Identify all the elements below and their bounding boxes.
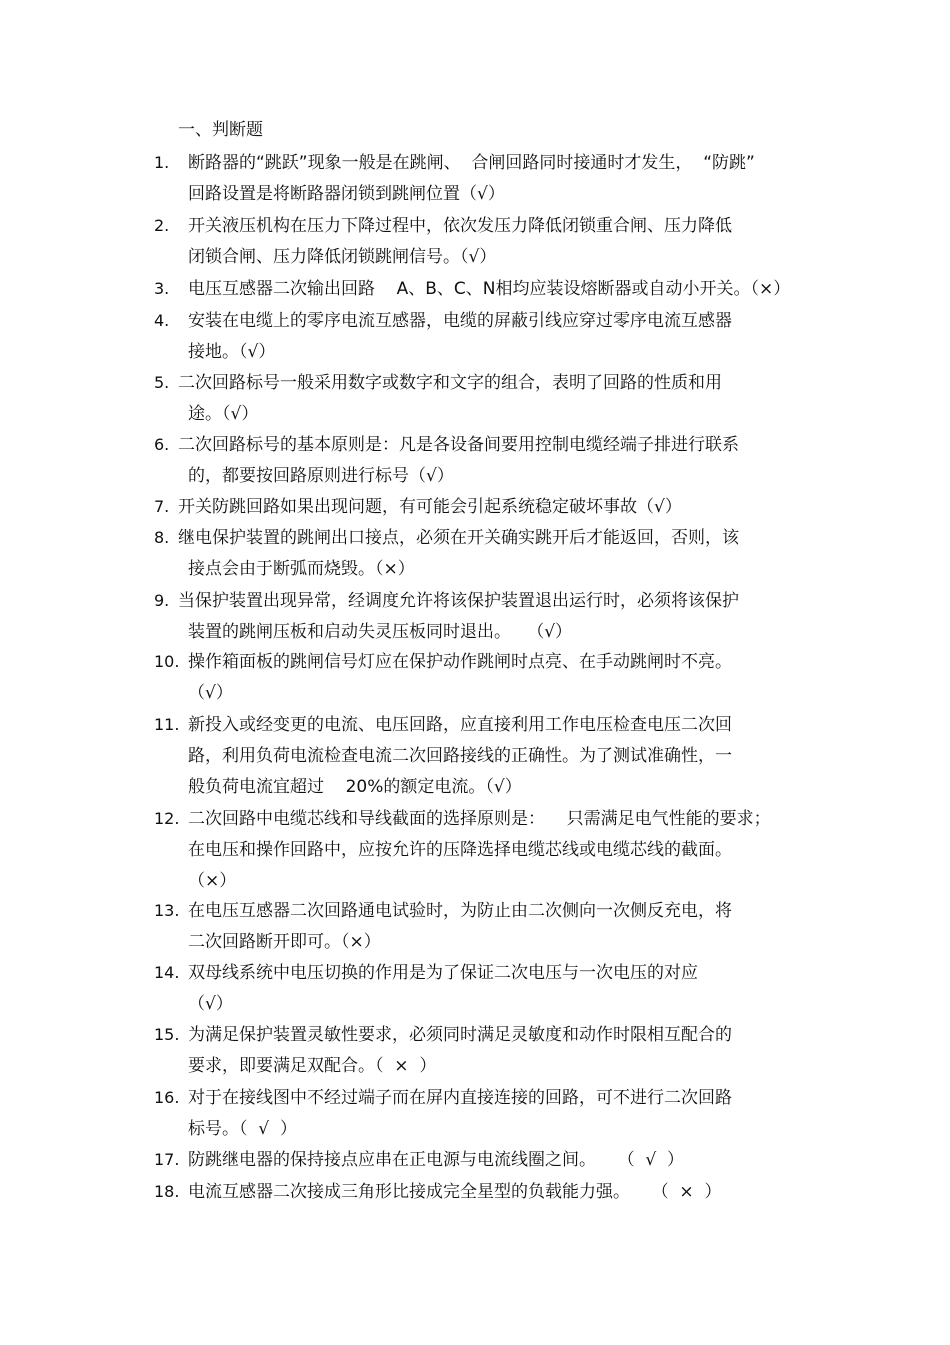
section-title: 一、判断题 <box>178 120 263 140</box>
question-text-line: 开关液压机构在压力下降过程中，依次发压力降低闭锁重合闸、压力降低 <box>188 216 732 236</box>
question-text-line: 开关防跳回路如果出现问题，有可能会引起系统稳定破坏事故（√） <box>178 497 682 517</box>
question-text-line: 新投入或经变更的电流、电压回路，应直接利用工作电压检查电压二次回 <box>188 715 732 735</box>
question-number: 17. <box>154 1150 180 1169</box>
question-text-line: 二次回路中电缆芯线和导线截面的选择原则是： 只需满足电气性能的要求； <box>188 809 771 829</box>
question-text-line: 在电压和操作回路中，应按允许的压降选择电缆芯线或电缆芯线的截面。 <box>188 840 732 860</box>
question-number: 3. <box>154 279 170 298</box>
question-text-line: 双母线系统中电压切换的作用是为了保证二次电压与一次电压的对应 <box>188 963 698 983</box>
question-number: 11. <box>154 715 180 734</box>
question-text-line: 路，利用负荷电流检查电流二次回路接线的正确性。为了测试准确性，一 <box>188 746 732 766</box>
question-text-line: 要求，即要满足双配合。（ × ） <box>188 1056 437 1076</box>
question-text-line: 接地。（√） <box>188 342 276 362</box>
question-text-line: 装置的跳闸压板和启动失灵压板同时退出。 （√） <box>188 622 573 642</box>
question-text-line: 继电保护装置的跳闸出口接点，必须在开关确实跳开后才能返回，否则，该 <box>178 528 739 548</box>
question-text-line: 闭锁合闸、压力降低闭锁跳闸信号。（√） <box>188 247 497 267</box>
question-number: 15. <box>154 1025 180 1044</box>
question-text-line: （√） <box>188 994 233 1014</box>
question-number: 6. <box>154 435 170 454</box>
question-text-line: 当保护装置出现异常，经调度允许将该保护装置退出运行时，必须将该保护 <box>178 591 739 611</box>
question-number: 13. <box>154 901 180 920</box>
question-text-line: 防跳继电器的保持接点应串在正电源与电流线圈之间。 （ √ ） <box>188 1150 685 1170</box>
question-number: 1. <box>154 153 170 172</box>
question-text-line: 在电压互感器二次回路通电试验时，为防止由二次侧向一次侧反充电，将 <box>188 901 732 921</box>
question-text-line: 般负荷电流宜超过 20%的额定电流。（√） <box>188 777 522 797</box>
question-number: 8. <box>154 528 170 547</box>
question-number: 5. <box>154 373 170 392</box>
question-number: 2. <box>154 216 170 235</box>
question-number: 14. <box>154 963 180 982</box>
question-text-line: 电压互感器二次输出回路 A、B、C、N相均应装设熔断器或自动小开关。（×） <box>188 279 791 299</box>
question-number: 12. <box>154 809 180 828</box>
question-text-line: （√） <box>188 683 233 703</box>
question-number: 9. <box>154 591 170 610</box>
question-text-line: （×） <box>188 871 237 891</box>
question-text-line: 对于在接线图中不经过端子而在屏内直接连接的回路，可不进行二次回路 <box>188 1088 732 1108</box>
question-text-line: 的，都要按回路原则进行标号（√） <box>188 466 454 486</box>
question-text-line: 断路器的“跳跃”现象一般是在跳闸、 合闸回路同时接通时才发生， “防跳” <box>188 153 755 173</box>
question-text-line: 二次回路标号一般采用数字或数字和文字的组合，表明了回路的性质和用 <box>178 373 722 393</box>
question-text-line: 为满足保护装置灵敏性要求，必须同时满足灵敏度和动作时限相互配合的 <box>188 1025 732 1045</box>
question-number: 18. <box>154 1182 180 1201</box>
question-text-line: 途。（√） <box>188 404 259 424</box>
question-number: 4. <box>154 311 170 330</box>
question-text-line: 二次回路标号的基本原则是：凡是各设备间要用控制电缆经端子排进行联系 <box>178 435 739 455</box>
question-number: 7. <box>154 497 170 516</box>
question-text-line: 二次回路断开即可。（×） <box>188 932 381 952</box>
question-number: 16. <box>154 1088 180 1107</box>
question-text-line: 安装在电缆上的零序电流互感器，电缆的屏蔽引线应穿过零序电流互感器 <box>188 311 732 331</box>
question-text-line: 电流互感器二次接成三角形比接成完全星型的负载能力强。 （ × ） <box>188 1182 722 1202</box>
question-text-line: 操作箱面板的跳闸信号灯应在保护动作跳闸时点亮、在手动跳闸时不亮。 <box>188 652 732 672</box>
question-text-line: 回路设置是将断路器闭锁到跳闸位置（√） <box>188 184 505 204</box>
question-text-line: 标号。（ √ ） <box>188 1119 297 1139</box>
question-text-line: 接点会由于断弧而烧毁。（×） <box>188 559 415 579</box>
question-number: 10. <box>154 652 180 671</box>
